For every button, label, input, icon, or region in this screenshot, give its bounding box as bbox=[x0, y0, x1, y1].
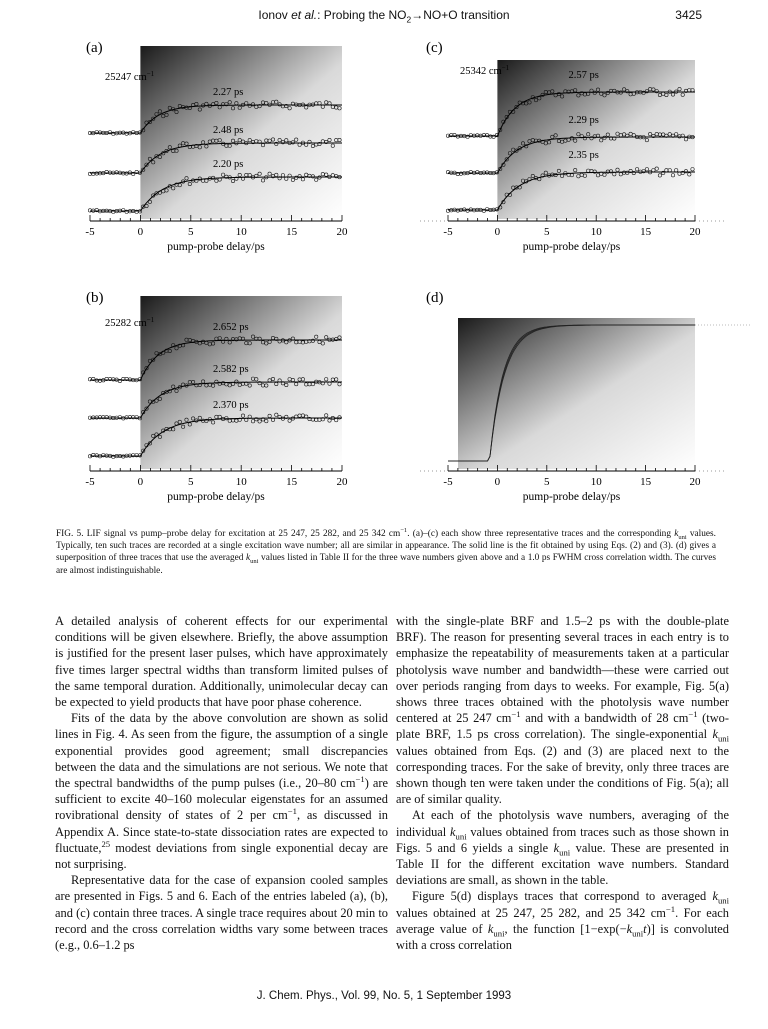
x-tick-label: 10 bbox=[235, 226, 247, 238]
kuni-value-label: 2.29 ps bbox=[568, 115, 599, 126]
excitation-wavenumber-label: 25342 $cm^{-1}$ bbox=[460, 64, 510, 77]
data-point bbox=[88, 209, 91, 212]
panel-a-plot bbox=[80, 38, 370, 263]
x-tick-label: 10 bbox=[235, 476, 247, 488]
data-point bbox=[115, 171, 118, 174]
x-axis-label: pump-probe delay/ps bbox=[167, 241, 265, 253]
data-point bbox=[95, 454, 98, 457]
x-tick-label: -5 bbox=[85, 226, 95, 238]
page-number: 3425 bbox=[675, 8, 702, 22]
x-tick-label: 5 bbox=[188, 476, 194, 488]
x-tick-label: 5 bbox=[544, 226, 550, 238]
x-tick-label: -5 bbox=[85, 476, 95, 488]
paragraph: A detailed analysis of coherent effects for our experimental conditions will be given elsewhere. Briefly, the above assumption is justified for the present laser pulses, which have approximately five times larger spectral widths than transform limited pulses of the same temporal duration. Additionally, unimolecular decay can be expected to yield products that have poor phase coherence. bbox=[55, 614, 388, 710]
paragraph: Fits of the data by the above convolution are shown as solid lines in Fig. 4. As seen from the figure, the assumption of a single exponential provides good agreement; small discrepancies between the data and the simulations are not serious. We note that the spectral bandwidths of the pump pulses (i.e., 20–80 $cm^{-1}$) are sufficient to excite 40–160 molecular eigenstates for an assumed rovibrational density of states of 2 per $cm^{-1}$, as discussed in Appendix A. Since state-to-state dissociation rates are expected to fluctuate,$^{25}$ modest deviations from single exponential decay are not surprising. bbox=[55, 711, 388, 872]
data-point bbox=[112, 378, 115, 381]
panel-b-plot bbox=[80, 288, 370, 513]
x-tick-label: 15 bbox=[286, 476, 298, 488]
x-tick-label: 5 bbox=[188, 226, 194, 238]
x-tick-label: 0 bbox=[137, 476, 144, 488]
running-header bbox=[0, 8, 768, 26]
panel-label: (c) bbox=[426, 40, 443, 56]
data-point bbox=[125, 132, 128, 135]
x-tick-label: 5 bbox=[544, 476, 550, 488]
kuni-value-label: 2.652 ps bbox=[212, 322, 249, 333]
panel-label: (a) bbox=[86, 40, 103, 56]
excitation-wavenumber-label: 25282 $cm^{-1}$ bbox=[105, 316, 155, 329]
data-point bbox=[476, 134, 479, 137]
figure-panel-a bbox=[80, 38, 370, 263]
panel-label: (b) bbox=[86, 290, 104, 306]
x-axis-label: pump-probe delay/ps bbox=[167, 491, 265, 503]
x-tick-label: 20 bbox=[689, 476, 701, 488]
figure-panel-b bbox=[80, 288, 370, 513]
paragraph: Figure 5(d) displays traces that correspond to averaged $k_{uni}$ values obtained at 25 247, 25 282, and 25 342 $cm^{-1}$. For each average value of $k_{uni}$, the function $[1-\exp(-k_{uni}t)]$ is convoluted with a cross correlation bbox=[396, 889, 729, 953]
x-tick-label: 10 bbox=[590, 226, 602, 238]
figure-panel-d bbox=[420, 288, 760, 513]
data-point bbox=[459, 172, 462, 175]
left-column bbox=[55, 613, 388, 953]
panel-gradient-background bbox=[497, 60, 695, 219]
kuni-value-label: 2.57 ps bbox=[568, 70, 599, 81]
figure-panel-c bbox=[420, 38, 730, 263]
running-title: Ionov et al.: Probing the $NO_2\to NO+O$ transition bbox=[258, 8, 510, 25]
kuni-value-label: 2.582 ps bbox=[212, 364, 249, 375]
paragraph: Representative data for the case of expansion cooled samples are presented in Figs. 5 and 6. Each of the entries labeled (a), (b), and (c) contain three traces. A single trace requires about 20 min to record and the cross correlation widths vary some between traces (e.g., 0.6–1.2 ps bbox=[55, 873, 388, 953]
data-point bbox=[125, 416, 128, 419]
kuni-value-label: 2.48 ps bbox=[212, 125, 244, 136]
panel-gradient-background bbox=[458, 318, 695, 469]
x-tick-label: -5 bbox=[443, 476, 453, 488]
x-tick-label: 20 bbox=[689, 226, 701, 238]
x-tick-label: 15 bbox=[640, 476, 652, 488]
figure-caption: FIG. 5. LIF signal vs pump–probe delay for excitation at 25 247, 25 282, and 25 342 $cm^{-1}$. (a)–(c) each show three representative traces and the corresponding $k_{uni}$ values. Typically, ten such traces are recorded at a single excitation wave number; all are similar in appearance. The solid line is the fit obtained by using Eqs. (2) and (3). (d) gives a superposition of three traces that use the averaged $k_{uni}$ values listed in Table II for the three wave numbers given above and a 1.0 ps FWHM cross correlation width. The curves are almost indistinguishable. bbox=[56, 526, 717, 576]
paragraph: At each of the photolysis wave numbers, averaging of the individual $k_{uni}$ values obtained from traces such as those shown in Figs. 5 and 6 yields a single $k_{uni}$ value. These are presented in Table II for the different excitation wave numbers. Standard deviations are small, as shown in the table. bbox=[396, 808, 729, 888]
excitation-wavenumber-label: 25247 $cm^{-1}$ bbox=[105, 70, 155, 83]
x-tick-label: 15 bbox=[286, 226, 298, 238]
x-tick-label: 0 bbox=[494, 476, 501, 488]
x-axis-label: pump-probe delay/ps bbox=[522, 491, 621, 503]
panel-c-plot bbox=[420, 38, 730, 263]
x-axis-label: pump-probe delay/ps bbox=[522, 241, 621, 253]
panel-label: (d) bbox=[426, 290, 444, 306]
kuni-value-label: 2.27 ps bbox=[212, 87, 244, 98]
kuni-value-label: 2.35 ps bbox=[568, 150, 599, 161]
kuni-value-label: 2.20 ps bbox=[212, 159, 244, 170]
x-tick-label: 0 bbox=[137, 226, 144, 238]
x-tick-label: 10 bbox=[590, 476, 602, 488]
journal-footer: J. Chem. Phys., Vol. 99, No. 5, 1 September 1993 bbox=[256, 990, 512, 1002]
data-point bbox=[466, 209, 469, 212]
x-tick-label: 0 bbox=[494, 226, 501, 238]
x-tick-label: -5 bbox=[443, 226, 453, 238]
kuni-value-label: 2.370 ps bbox=[212, 400, 249, 411]
x-tick-label: 15 bbox=[640, 226, 652, 238]
paragraph: with the single-plate BRF and 1.5–2 ps with the double-plate BRF). The reason for presenting several traces in each entry is to emphasize the repeatability of measurements taken at a particular photolysis wave number and bandwidth—these were carried out over periods ranging from days to weeks. For example, Fig. 5(a) shows three traces obtained with the photolysis wave number centered at 25 247 $cm^{-1}$ and with a bandwidth of 28 $cm^{-1}$ (two-plate BRF, 1.5 ps cross correlation). The single-exponential $k_{uni}$ values obtained from Eqs. (2) and (3) are placed next to the corresponding traces. For the sake of brevity, only three traces are shown though ten were taken under the conditions of Fig. 5(a); all are of similar quality. bbox=[396, 614, 729, 807]
x-tick-label: 20 bbox=[336, 476, 348, 488]
panel-d-plot bbox=[420, 288, 760, 513]
right-column bbox=[396, 613, 729, 953]
x-tick-label: 20 bbox=[336, 226, 348, 238]
